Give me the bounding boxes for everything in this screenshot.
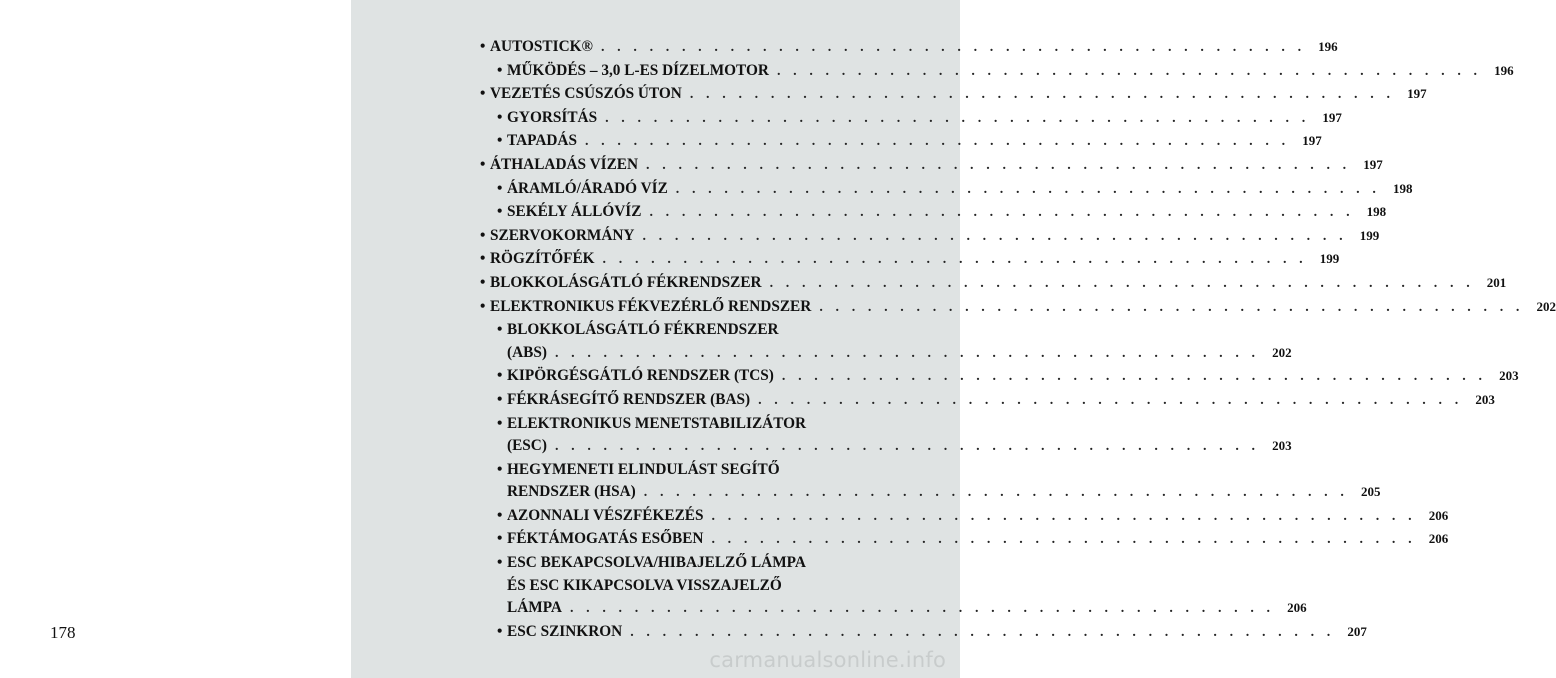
dot-leader: . . . . . . . . . . . . . . . . . . . . . . . . . . . . . . . . . . . . . . . . . . . . [569, 601, 1275, 617]
dot-leader: . . . . . . . . . . . . . . . . . . . . . . . . . . . . . . . . . . . . . . . . . . . . [769, 275, 1475, 291]
bullet-icon: • [497, 179, 503, 197]
left-page [0, 0, 351, 678]
toc-entry[interactable] [480, 413, 1292, 459]
bullet-icon: • [480, 297, 486, 315]
bullet-icon: • [497, 554, 503, 572]
dot-leader: . . . . . . . . . . . . . . . . . . . . . . . . . . . . . . . . . . . . . . . . . . . . [642, 228, 1348, 244]
bullet-icon: • [497, 132, 503, 150]
toc-entry[interactable] [480, 60, 1514, 84]
toc-entry[interactable] [480, 248, 1340, 272]
toc-page-number: 206 [1287, 600, 1307, 616]
toc-page-number: 197 [1407, 86, 1427, 102]
toc-entry-title: MŰKÖDÉS – 3,0 L-ES DÍZELMOTOR [507, 61, 769, 79]
toc-page-number: 201 [1486, 274, 1507, 290]
toc-page-number: 197 [1322, 109, 1342, 125]
toc-page-number: 202 [1272, 344, 1292, 360]
dot-leader: . . . . . . . . . . . . . . . . . . . . . . . . . . . . . . . . . . . . . . . . . . . . [781, 369, 1487, 385]
toc-entry[interactable] [480, 296, 1556, 320]
toc-page-number: 198 [1366, 204, 1387, 220]
toc-entry[interactable] [480, 178, 1413, 202]
toc-entry-title: ELEKTRONIKUS MENETSTABILIZÁTOR [507, 414, 807, 432]
toc-page-number: 196 [1318, 39, 1338, 54]
toc-page-number: 198 [1392, 180, 1413, 196]
toc-entry[interactable] [480, 528, 1449, 552]
toc-entry-title: BLOKKOLÁSGÁTLÓ FÉKRENDSZER [507, 321, 779, 339]
dot-leader: . . . . . . . . . . . . . . . . . . . . . . . . . . . . . . . . . . . . . . . . . . . . [605, 110, 1310, 126]
watermark: carmanualsonline.info [709, 648, 946, 672]
toc-entry[interactable] [480, 272, 1507, 296]
toc-entry[interactable] [480, 552, 1307, 621]
toc-entry-title: SEKÉLY ÁLLÓVÍZ [507, 203, 642, 221]
toc-page-number: 197 [1302, 133, 1322, 149]
toc-entry-title: RENDSZER (HSA) [507, 483, 636, 501]
bullet-icon: • [480, 38, 486, 55]
toc-entry[interactable] [480, 201, 1387, 225]
toc-entry[interactable] [480, 107, 1342, 131]
bullet-icon: • [497, 321, 503, 339]
dot-leader: . . . . . . . . . . . . . . . . . . . . . . . . . . . . . . . . . . . . . . . . . . . . [819, 299, 1525, 315]
toc-entry-title: ELEKTRONIKUS FÉKVEZÉRLŐ RENDSZER [490, 297, 812, 315]
toc-entry-title: AZONNALI VÉSZFÉKEZÉS [507, 506, 704, 524]
dot-leader: . . . . . . . . . . . . . . . . . . . . . . . . . . . . . . . . . . . . . . . . . . . . [584, 134, 1290, 150]
page-number: 178 [50, 623, 76, 642]
dot-leader: . . . . . . . . . . . . . . . . . . . . . . . . . . . . . . . . . . . . . . . . . . . . [711, 508, 1417, 524]
toc-page-number: 202 [1536, 298, 1556, 314]
toc-entry-title: RÖGZÍTŐFÉK [490, 250, 595, 268]
toc-page-number: 196 [1494, 62, 1514, 78]
toc-entry-title: ESC SZINKRON [507, 622, 623, 640]
toc-entry-title: ESC BEKAPCSOLVA/HIBAJELZŐ LÁMPA [507, 554, 806, 572]
bullet-icon: • [480, 250, 486, 268]
bullet-icon: • [497, 390, 503, 408]
toc-entry-title: ÁRAMLÓ/ÁRADÓ VÍZ [507, 179, 668, 197]
toc-page-number: 206 [1428, 531, 1449, 547]
toc-page-number: 203 [1272, 438, 1292, 454]
toc-entry[interactable] [480, 154, 1383, 178]
bullet-icon: • [497, 108, 503, 126]
toc-page-number: 203 [1499, 368, 1519, 384]
bullet-icon: • [497, 203, 503, 221]
dot-leader: . . . . . . . . . . . . . . . . . . . . . . . . . . . . . . . . . . . . . . . . . . . . [776, 63, 1482, 79]
toc-page-number: 203 [1475, 391, 1495, 407]
bullet-icon: • [497, 367, 503, 385]
toc-entry-title: KIPÖRGÉSGÁTLÓ RENDSZER (TCS) [507, 367, 774, 385]
toc-entry[interactable] [480, 225, 1380, 249]
bullet-icon: • [480, 226, 486, 244]
toc-entry-title: (ABS) [507, 343, 547, 361]
toc-entry-title: ÁTHALADÁS VÍZEN [490, 155, 639, 173]
dot-leader: . . . . . . . . . . . . . . . . . . . . . . . . . . . . . . . . . . . . . . . . . . . . [711, 532, 1417, 548]
toc-entry[interactable] [480, 621, 1367, 645]
toc-entry-title: AUTOSTICK® [490, 38, 593, 55]
toc-entry-title: FÉKRÁSEGÍTŐ RENDSZER (BAS) [507, 390, 751, 408]
toc-entry-title: ÉS ESC KIKAPCSOLVA VISSZAJELZŐ [507, 576, 782, 594]
bullet-icon: • [480, 155, 486, 173]
dot-leader: . . . . . . . . . . . . . . . . . . . . . . . . . . . . . . . . . . . . . . . . . . . . [554, 439, 1260, 455]
bullet-icon: • [497, 530, 503, 548]
toc-entry-title: HEGYMENETI ELINDULÁST SEGÍTŐ [507, 460, 780, 478]
toc-entry[interactable] [480, 505, 1449, 529]
toc-entry[interactable] [480, 83, 1427, 107]
toc-page-number: 199 [1359, 227, 1380, 243]
bullet-icon: • [497, 414, 503, 432]
dot-leader: . . . . . . . . . . . . . . . . . . . . . . . . . . . . . . . . . . . . . . . . . . . . [643, 485, 1349, 501]
toc-entry-title: LÁMPA [507, 599, 562, 617]
dot-leader: . . . . . . . . . . . . . . . . . . . . . . . . . . . . . . . . . . . . . . . . . . . . [649, 205, 1355, 221]
toc-entry-title: VEZETÉS CSÚSZÓS ÚTON [490, 85, 682, 103]
toc-entry-title: TAPADÁS [507, 132, 577, 150]
dot-leader: . . . . . . . . . . . . . . . . . . . . . . . . . . . . . . . . . . . . . . . . . . . . [646, 157, 1351, 173]
dot-leader: . . . . . . . . . . . . . . . . . . . . . . . . . . . . . . . . . . . . . . . . . . . . [554, 345, 1260, 361]
bullet-icon: • [497, 460, 503, 478]
table-of-contents [480, 36, 1556, 644]
toc-entry[interactable] [480, 365, 1519, 389]
toc-entry[interactable] [480, 130, 1322, 154]
bullet-icon: • [480, 85, 486, 103]
bullet-icon: • [497, 61, 503, 79]
toc-page-number: 207 [1347, 623, 1367, 639]
dot-leader: . . . . . . . . . . . . . . . . . . . . . . . . . . . . . . . . . . . . . . . . . . . . [630, 624, 1335, 640]
dot-leader: . . . . . . . . . . . . . . . . . . . . . . . . . . . . . . . . . . . . . . . . . . . . [602, 252, 1308, 268]
bullet-icon: • [480, 273, 486, 291]
toc-entry[interactable] [480, 319, 1292, 365]
toc-page-number: 206 [1428, 507, 1449, 523]
toc-entry-title: BLOKKOLÁSGÁTLÓ FÉKRENDSZER [490, 273, 762, 291]
toc-entry[interactable] [480, 459, 1381, 505]
bullet-icon: • [497, 506, 503, 524]
dot-leader: . . . . . . . . . . . . . . . . . . . . . . . . . . . . . . . . . . . . . . . . . . . . [758, 392, 1463, 408]
toc-page-number: 199 [1319, 251, 1340, 267]
toc-page-number: 205 [1360, 484, 1381, 500]
toc-entry-title: (ESC) [507, 437, 547, 455]
toc-entry-title: FÉKTÁMOGATÁS ESŐBEN [507, 530, 704, 548]
toc-page-number: 197 [1363, 156, 1383, 172]
dot-leader: . . . . . . . . . . . . . . . . . . . . . . . . . . . . . . . . . . . . . . . . . . . . [675, 181, 1381, 197]
dot-leader: . . . . . . . . . . . . . . . . . . . . . . . . . . . . . . . . . . . . . . . . . . . . [600, 40, 1306, 55]
toc-entry[interactable] [480, 389, 1495, 413]
toc-entry-title: GYORSÍTÁS [507, 108, 598, 126]
bullet-icon: • [497, 622, 503, 640]
toc-entry-title: SZERVOKORMÁNY [490, 226, 635, 244]
dot-leader: . . . . . . . . . . . . . . . . . . . . . . . . . . . . . . . . . . . . . . . . . . . . [689, 87, 1395, 103]
toc-entry[interactable] [480, 36, 1338, 60]
